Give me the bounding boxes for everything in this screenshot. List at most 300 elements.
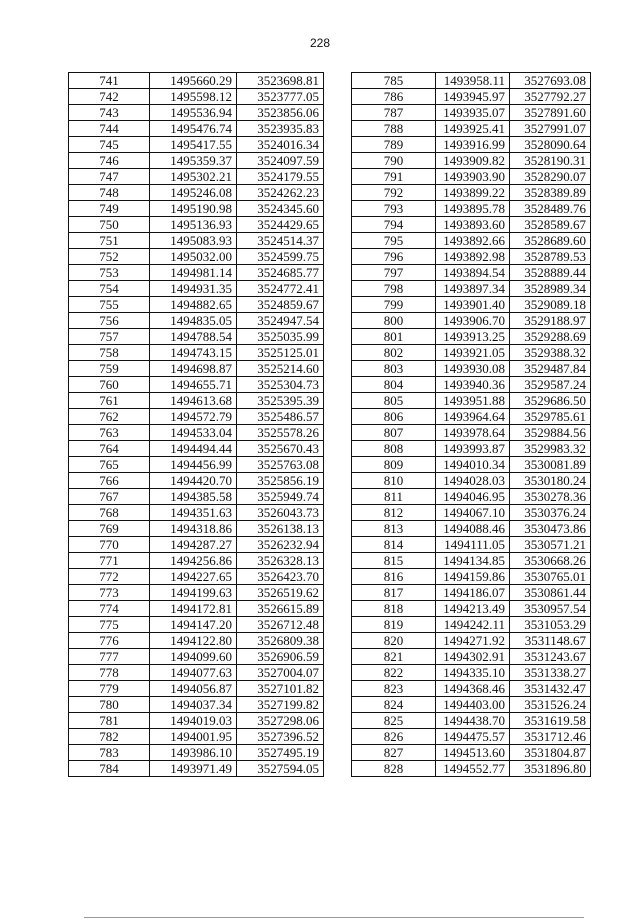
point-number-cell: 745 <box>69 137 150 153</box>
x-coordinate-cell: 1494438.70 <box>436 713 510 729</box>
y-coordinate-cell: 3531712.46 <box>510 729 591 745</box>
coordinate-table-left <box>68 72 324 777</box>
point-number-cell: 777 <box>69 649 150 665</box>
point-number-cell: 811 <box>352 489 436 505</box>
point-number-cell: 804 <box>352 377 436 393</box>
point-number-cell: 794 <box>352 217 436 233</box>
table-row <box>352 249 591 265</box>
y-coordinate-cell: 3528090.64 <box>510 137 591 153</box>
x-coordinate-cell: 1494134.85 <box>436 553 510 569</box>
table-row <box>352 441 591 457</box>
y-coordinate-cell: 3530278.36 <box>510 489 591 505</box>
table-row <box>69 313 324 329</box>
table-row <box>352 281 591 297</box>
x-coordinate-cell: 1495083.93 <box>150 233 237 249</box>
x-coordinate-cell: 1494088.46 <box>436 521 510 537</box>
x-coordinate-cell: 1494019.03 <box>150 713 237 729</box>
table-row <box>69 505 324 521</box>
table-row <box>69 617 324 633</box>
y-coordinate-cell: 3528190.31 <box>510 153 591 169</box>
table-row <box>352 489 591 505</box>
table-row <box>69 761 324 777</box>
point-number-cell: 768 <box>69 505 150 521</box>
y-coordinate-cell: 3524429.65 <box>237 217 324 233</box>
y-coordinate-cell: 3530861.44 <box>510 585 591 601</box>
point-number-cell: 827 <box>352 745 436 761</box>
table-row <box>69 89 324 105</box>
x-coordinate-cell: 1493964.64 <box>436 409 510 425</box>
table-row <box>352 137 591 153</box>
table-row <box>352 233 591 249</box>
table-row <box>352 729 591 745</box>
table-row <box>69 73 324 89</box>
point-number-cell: 808 <box>352 441 436 457</box>
y-coordinate-cell: 3527891.60 <box>510 105 591 121</box>
x-coordinate-cell: 1493894.54 <box>436 265 510 281</box>
x-coordinate-cell: 1494099.60 <box>150 649 237 665</box>
x-coordinate-cell: 1494552.77 <box>436 761 510 777</box>
point-number-cell: 765 <box>69 457 150 473</box>
table-row <box>69 489 324 505</box>
point-number-cell: 751 <box>69 233 150 249</box>
table-row <box>352 265 591 281</box>
y-coordinate-cell: 3523777.05 <box>237 89 324 105</box>
table-row <box>69 457 324 473</box>
point-number-cell: 762 <box>69 409 150 425</box>
point-number-cell: 785 <box>352 73 436 89</box>
point-number-cell: 760 <box>69 377 150 393</box>
x-coordinate-cell: 1494256.86 <box>150 553 237 569</box>
point-number-cell: 743 <box>69 105 150 121</box>
y-coordinate-cell: 3530376.24 <box>510 505 591 521</box>
y-coordinate-cell: 3530765.01 <box>510 569 591 585</box>
point-number-cell: 781 <box>69 713 150 729</box>
table-row <box>352 105 591 121</box>
point-number-cell: 750 <box>69 217 150 233</box>
point-number-cell: 825 <box>352 713 436 729</box>
point-number-cell: 815 <box>352 553 436 569</box>
table-row <box>69 329 324 345</box>
table-row <box>352 297 591 313</box>
coordinate-table-left-body <box>69 73 324 777</box>
point-number-cell: 810 <box>352 473 436 489</box>
table-row <box>352 345 591 361</box>
point-number-cell: 817 <box>352 585 436 601</box>
table-row <box>352 713 591 729</box>
table-row <box>69 681 324 697</box>
y-coordinate-cell: 3523698.81 <box>237 73 324 89</box>
x-coordinate-cell: 1494475.57 <box>436 729 510 745</box>
point-number-cell: 780 <box>69 697 150 713</box>
point-number-cell: 820 <box>352 633 436 649</box>
table-row <box>69 217 324 233</box>
y-coordinate-cell: 3524947.54 <box>237 313 324 329</box>
point-number-cell: 774 <box>69 601 150 617</box>
x-coordinate-cell: 1493930.08 <box>436 361 510 377</box>
table-row <box>69 553 324 569</box>
y-coordinate-cell: 3527101.82 <box>237 681 324 697</box>
x-coordinate-cell: 1494655.71 <box>150 377 237 393</box>
point-number-cell: 818 <box>352 601 436 617</box>
x-coordinate-cell: 1494001.95 <box>150 729 237 745</box>
table-row <box>352 393 591 409</box>
table-row <box>352 585 591 601</box>
point-number-cell: 797 <box>352 265 436 281</box>
x-coordinate-cell: 1493921.05 <box>436 345 510 361</box>
x-coordinate-cell: 1494199.63 <box>150 585 237 601</box>
x-coordinate-cell: 1494010.34 <box>436 457 510 473</box>
point-number-cell: 792 <box>352 185 436 201</box>
table-row <box>352 185 591 201</box>
point-number-cell: 756 <box>69 313 150 329</box>
table-row <box>69 153 324 169</box>
table-row <box>352 169 591 185</box>
table-row <box>352 425 591 441</box>
point-number-cell: 814 <box>352 537 436 553</box>
y-coordinate-cell: 3524262.23 <box>237 185 324 201</box>
y-coordinate-cell: 3526423.70 <box>237 569 324 585</box>
x-coordinate-cell: 1493945.97 <box>436 89 510 105</box>
y-coordinate-cell: 3524685.77 <box>237 265 324 281</box>
table-row <box>69 649 324 665</box>
table-row <box>69 409 324 425</box>
point-number-cell: 802 <box>352 345 436 361</box>
table-row <box>69 201 324 217</box>
table-row <box>352 457 591 473</box>
y-coordinate-cell: 3527693.08 <box>510 73 591 89</box>
x-coordinate-cell: 1493940.36 <box>436 377 510 393</box>
y-coordinate-cell: 3528489.76 <box>510 201 591 217</box>
point-number-cell: 782 <box>69 729 150 745</box>
y-coordinate-cell: 3531526.24 <box>510 697 591 713</box>
point-number-cell: 790 <box>352 153 436 169</box>
x-coordinate-cell: 1493951.88 <box>436 393 510 409</box>
table-row <box>352 153 591 169</box>
y-coordinate-cell: 3526809.38 <box>237 633 324 649</box>
coordinate-table-right-body <box>352 73 591 777</box>
y-coordinate-cell: 3526615.89 <box>237 601 324 617</box>
x-coordinate-cell: 1494227.65 <box>150 569 237 585</box>
x-coordinate-cell: 1495536.94 <box>150 105 237 121</box>
x-coordinate-cell: 1493909.82 <box>436 153 510 169</box>
x-coordinate-cell: 1493935.07 <box>436 105 510 121</box>
x-coordinate-cell: 1494335.10 <box>436 665 510 681</box>
y-coordinate-cell: 3529884.56 <box>510 425 591 441</box>
y-coordinate-cell: 3524097.59 <box>237 153 324 169</box>
y-coordinate-cell: 3528889.44 <box>510 265 591 281</box>
y-coordinate-cell: 3525578.26 <box>237 425 324 441</box>
y-coordinate-cell: 3531804.87 <box>510 745 591 761</box>
table-row <box>69 121 324 137</box>
y-coordinate-cell: 3530571.21 <box>510 537 591 553</box>
x-coordinate-cell: 1494572.79 <box>150 409 237 425</box>
x-coordinate-cell: 1493892.98 <box>436 249 510 265</box>
point-number-cell: 826 <box>352 729 436 745</box>
y-coordinate-cell: 3529388.32 <box>510 345 591 361</box>
x-coordinate-cell: 1493971.49 <box>150 761 237 777</box>
y-coordinate-cell: 3527991.07 <box>510 121 591 137</box>
table-row <box>69 185 324 201</box>
table-row <box>69 745 324 761</box>
point-number-cell: 755 <box>69 297 150 313</box>
x-coordinate-cell: 1495302.21 <box>150 169 237 185</box>
point-number-cell: 752 <box>69 249 150 265</box>
table-row <box>352 537 591 553</box>
point-number-cell: 791 <box>352 169 436 185</box>
y-coordinate-cell: 3530180.24 <box>510 473 591 489</box>
y-coordinate-cell: 3529785.61 <box>510 409 591 425</box>
x-coordinate-cell: 1493901.40 <box>436 297 510 313</box>
point-number-cell: 772 <box>69 569 150 585</box>
y-coordinate-cell: 3526138.13 <box>237 521 324 537</box>
point-number-cell: 766 <box>69 473 150 489</box>
x-coordinate-cell: 1494111.05 <box>436 537 510 553</box>
point-number-cell: 769 <box>69 521 150 537</box>
x-coordinate-cell: 1494318.86 <box>150 521 237 537</box>
coordinate-table-right <box>351 72 591 777</box>
table-row <box>69 441 324 457</box>
table-row <box>352 201 591 217</box>
x-coordinate-cell: 1493903.90 <box>436 169 510 185</box>
table-row <box>352 665 591 681</box>
point-number-cell: 786 <box>352 89 436 105</box>
y-coordinate-cell: 3527792.27 <box>510 89 591 105</box>
x-coordinate-cell: 1493925.41 <box>436 121 510 137</box>
table-row <box>352 521 591 537</box>
point-number-cell: 784 <box>69 761 150 777</box>
table-row <box>69 233 324 249</box>
table-row <box>69 425 324 441</box>
table-row <box>352 121 591 137</box>
table-row <box>69 697 324 713</box>
point-number-cell: 803 <box>352 361 436 377</box>
x-coordinate-cell: 1495359.37 <box>150 153 237 169</box>
x-coordinate-cell: 1495190.98 <box>150 201 237 217</box>
y-coordinate-cell: 3523856.06 <box>237 105 324 121</box>
x-coordinate-cell: 1494037.34 <box>150 697 237 713</box>
point-number-cell: 824 <box>352 697 436 713</box>
table-row <box>352 553 591 569</box>
table-row <box>352 329 591 345</box>
table-row <box>352 697 591 713</box>
x-coordinate-cell: 1493897.34 <box>436 281 510 297</box>
table-row <box>69 169 324 185</box>
x-coordinate-cell: 1493958.11 <box>436 73 510 89</box>
point-number-cell: 747 <box>69 169 150 185</box>
point-number-cell: 775 <box>69 617 150 633</box>
y-coordinate-cell: 3528290.07 <box>510 169 591 185</box>
x-coordinate-cell: 1494456.99 <box>150 457 237 473</box>
point-number-cell: 749 <box>69 201 150 217</box>
x-coordinate-cell: 1494385.58 <box>150 489 237 505</box>
x-coordinate-cell: 1493993.87 <box>436 441 510 457</box>
x-coordinate-cell: 1495032.00 <box>150 249 237 265</box>
y-coordinate-cell: 3526232.94 <box>237 537 324 553</box>
x-coordinate-cell: 1494420.70 <box>150 473 237 489</box>
y-coordinate-cell: 3529089.18 <box>510 297 591 313</box>
y-coordinate-cell: 3530957.54 <box>510 601 591 617</box>
y-coordinate-cell: 3531338.27 <box>510 665 591 681</box>
table-row <box>69 521 324 537</box>
y-coordinate-cell: 3523935.83 <box>237 121 324 137</box>
table-row <box>69 249 324 265</box>
x-coordinate-cell: 1494351.63 <box>150 505 237 521</box>
point-number-cell: 795 <box>352 233 436 249</box>
y-coordinate-cell: 3527199.82 <box>237 697 324 713</box>
point-number-cell: 759 <box>69 361 150 377</box>
x-coordinate-cell: 1495598.12 <box>150 89 237 105</box>
y-coordinate-cell: 3525486.57 <box>237 409 324 425</box>
table-row <box>352 473 591 489</box>
table-row <box>69 713 324 729</box>
table-row <box>352 89 591 105</box>
x-coordinate-cell: 1494981.14 <box>150 265 237 281</box>
x-coordinate-cell: 1494368.46 <box>436 681 510 697</box>
y-coordinate-cell: 3531896.80 <box>510 761 591 777</box>
x-coordinate-cell: 1494931.35 <box>150 281 237 297</box>
table-row <box>69 281 324 297</box>
point-number-cell: 807 <box>352 425 436 441</box>
point-number-cell: 783 <box>69 745 150 761</box>
y-coordinate-cell: 3529188.97 <box>510 313 591 329</box>
table-row <box>69 393 324 409</box>
point-number-cell: 761 <box>69 393 150 409</box>
point-number-cell: 798 <box>352 281 436 297</box>
x-coordinate-cell: 1494403.00 <box>436 697 510 713</box>
table-row <box>352 505 591 521</box>
table-row <box>69 633 324 649</box>
x-coordinate-cell: 1494122.80 <box>150 633 237 649</box>
x-coordinate-cell: 1493893.60 <box>436 217 510 233</box>
y-coordinate-cell: 3524859.67 <box>237 297 324 313</box>
table-row <box>352 761 591 777</box>
x-coordinate-cell: 1494028.03 <box>436 473 510 489</box>
y-coordinate-cell: 3529983.32 <box>510 441 591 457</box>
x-coordinate-cell: 1494513.60 <box>436 745 510 761</box>
y-coordinate-cell: 3525949.74 <box>237 489 324 505</box>
x-coordinate-cell: 1495246.08 <box>150 185 237 201</box>
y-coordinate-cell: 3527495.19 <box>237 745 324 761</box>
point-number-cell: 763 <box>69 425 150 441</box>
y-coordinate-cell: 3527594.05 <box>237 761 324 777</box>
y-coordinate-cell: 3524345.60 <box>237 201 324 217</box>
table-row <box>352 633 591 649</box>
x-coordinate-cell: 1494056.87 <box>150 681 237 697</box>
point-number-cell: 764 <box>69 441 150 457</box>
table-row <box>69 601 324 617</box>
point-number-cell: 754 <box>69 281 150 297</box>
point-number-cell: 788 <box>352 121 436 137</box>
y-coordinate-cell: 3531053.29 <box>510 617 591 633</box>
x-coordinate-cell: 1494077.63 <box>150 665 237 681</box>
point-number-cell: 742 <box>69 89 150 105</box>
table-row <box>69 473 324 489</box>
table-row <box>69 105 324 121</box>
table-row <box>69 297 324 313</box>
point-number-cell: 776 <box>69 633 150 649</box>
table-row <box>352 73 591 89</box>
y-coordinate-cell: 3530668.26 <box>510 553 591 569</box>
y-coordinate-cell: 3525763.08 <box>237 457 324 473</box>
table-row <box>352 377 591 393</box>
x-coordinate-cell: 1494271.92 <box>436 633 510 649</box>
table-row <box>352 569 591 585</box>
point-number-cell: 806 <box>352 409 436 425</box>
x-coordinate-cell: 1493916.99 <box>436 137 510 153</box>
point-number-cell: 805 <box>352 393 436 409</box>
point-number-cell: 778 <box>69 665 150 681</box>
page-number: 228 <box>309 36 331 50</box>
point-number-cell: 816 <box>352 569 436 585</box>
table-row <box>69 137 324 153</box>
table-row <box>69 537 324 553</box>
x-coordinate-cell: 1494172.81 <box>150 601 237 617</box>
point-number-cell: 779 <box>69 681 150 697</box>
y-coordinate-cell: 3528789.53 <box>510 249 591 265</box>
table-row <box>69 729 324 745</box>
y-coordinate-cell: 3524179.55 <box>237 169 324 185</box>
point-number-cell: 793 <box>352 201 436 217</box>
table-row <box>352 409 591 425</box>
x-coordinate-cell: 1494533.04 <box>150 425 237 441</box>
x-coordinate-cell: 1494287.27 <box>150 537 237 553</box>
x-coordinate-cell: 1494046.95 <box>436 489 510 505</box>
point-number-cell: 758 <box>69 345 150 361</box>
x-coordinate-cell: 1495476.74 <box>150 121 237 137</box>
y-coordinate-cell: 3531148.67 <box>510 633 591 649</box>
x-coordinate-cell: 1493906.70 <box>436 313 510 329</box>
y-coordinate-cell: 3525395.39 <box>237 393 324 409</box>
x-coordinate-cell: 1494788.54 <box>150 329 237 345</box>
table-row <box>69 265 324 281</box>
table-row <box>352 601 591 617</box>
y-coordinate-cell: 3529288.69 <box>510 329 591 345</box>
y-coordinate-cell: 3526712.48 <box>237 617 324 633</box>
y-coordinate-cell: 3531243.67 <box>510 649 591 665</box>
table-row <box>69 361 324 377</box>
x-coordinate-cell: 1493899.22 <box>436 185 510 201</box>
y-coordinate-cell: 3524772.41 <box>237 281 324 297</box>
point-number-cell: 744 <box>69 121 150 137</box>
y-coordinate-cell: 3526328.13 <box>237 553 324 569</box>
x-coordinate-cell: 1494494.44 <box>150 441 237 457</box>
y-coordinate-cell: 3527004.07 <box>237 665 324 681</box>
table-row <box>69 345 324 361</box>
y-coordinate-cell: 3528689.60 <box>510 233 591 249</box>
point-number-cell: 821 <box>352 649 436 665</box>
y-coordinate-cell: 3527396.52 <box>237 729 324 745</box>
y-coordinate-cell: 3528589.67 <box>510 217 591 233</box>
point-number-cell: 819 <box>352 617 436 633</box>
x-coordinate-cell: 1494302.91 <box>436 649 510 665</box>
x-coordinate-cell: 1494159.86 <box>436 569 510 585</box>
y-coordinate-cell: 3524599.75 <box>237 249 324 265</box>
y-coordinate-cell: 3531432.47 <box>510 681 591 697</box>
x-coordinate-cell: 1494835.05 <box>150 313 237 329</box>
y-coordinate-cell: 3525304.73 <box>237 377 324 393</box>
x-coordinate-cell: 1494242.11 <box>436 617 510 633</box>
table-row <box>69 569 324 585</box>
table-row <box>352 361 591 377</box>
point-number-cell: 812 <box>352 505 436 521</box>
table-row <box>352 745 591 761</box>
point-number-cell: 813 <box>352 521 436 537</box>
table-row <box>69 585 324 601</box>
point-number-cell: 799 <box>352 297 436 313</box>
y-coordinate-cell: 3526043.73 <box>237 505 324 521</box>
y-coordinate-cell: 3524514.37 <box>237 233 324 249</box>
table-row <box>352 649 591 665</box>
